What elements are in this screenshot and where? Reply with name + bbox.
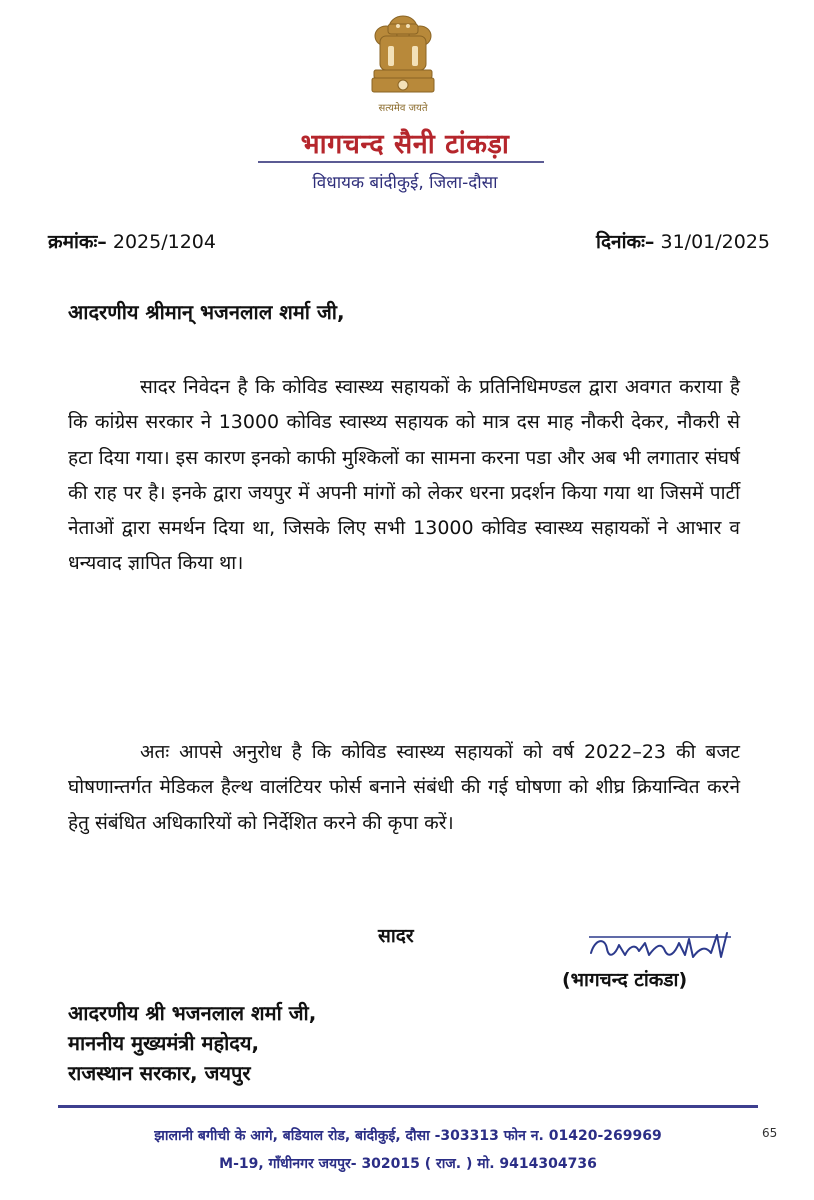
reference-number-value: 2025/1204 — [112, 231, 216, 253]
body-paragraph-2: अतः आपसे अनुरोध है कि कोविड स्वास्थ्य सहायकों को वर्ष 2022–23 की बजट घोषणान्तर्गत मेडिकल हैल्थ वालंटियर फोर्स बनाने संबंधी की गई घोषणा को शीघ्र क्रियान्वित करने हेतु संबंधित अधिकारियों को निर्देशित करने की कृपा करें। — [68, 741, 740, 834]
footer-divider — [58, 1105, 758, 1108]
handwritten-signature — [585, 925, 735, 969]
page-number: 65 — [762, 1126, 778, 1140]
body-paragraph-1: सादर निवेदन है कि कोविड स्वास्थ्य सहायकों के प्रतिनिधिमण्डल द्वारा अवगत कराया है कि कांग्रेस सरकार ने 13000 कोविड स्वास्थ्य सहायक को मात्र दस माह नौकरी देकर, नौकरी से हटा दिया गया। इस कारण इनको काफी मुश्किलों का सामना करना पडा और अब भी लगातार संघर्ष की राह पर है। इनके द्वारा जयपुर में अपनी मांगों को लेकर धरना प्रदर्शन किया गया था जिसमें पार्टी नेताओं द्वारा समर्थन दिया था, जिसके लिए सभी 13000 कोविड स्वास्थ्य सहायकों ने आभार व धन्यवाद ज्ञापित किया था। — [68, 376, 740, 575]
recipient-line-2: माननीय मुख्यमंत्री महोदय, — [68, 1031, 260, 1055]
national-motto: सत्यमेव जयते — [378, 103, 428, 114]
letterhead-divider — [258, 161, 544, 163]
reference-date-label: दिनांकः– — [596, 231, 655, 253]
letterhead-name: भागचन्द सैनी टांकड़ा — [300, 129, 510, 160]
closing: सादर — [378, 925, 414, 947]
reference-number-label: क्रमांकः– — [48, 231, 107, 253]
recipient-line-3: राजस्थान सरकार, जयपुर — [68, 1061, 251, 1085]
recipient-address — [68, 998, 316, 1088]
reference-number — [48, 228, 216, 254]
reference-date — [596, 228, 770, 254]
letterhead-designation: विधायक बांदीकुई, जिला-दौसा — [312, 173, 498, 193]
reference-date-value: 31/01/2025 — [660, 231, 770, 253]
salutation: आदरणीय श्रीमान् भजनलाल शर्मा जी, — [68, 300, 345, 324]
signatory-name: (भागचन्द टांकडा) — [562, 969, 688, 991]
recipient-line-1: आदरणीय श्री भजनलाल शर्मा जी, — [68, 1001, 317, 1025]
footer-address-2: M-19, गाँधीनगर जयपुर- 302015 ( राज. ) मो. 9414304736 — [219, 1156, 597, 1172]
footer-address-1: झालानी बगीची के आगे, बडियाल रोड, बांदीकुई, दौसा -303313 फोन न. 01420-269969 — [154, 1128, 662, 1144]
